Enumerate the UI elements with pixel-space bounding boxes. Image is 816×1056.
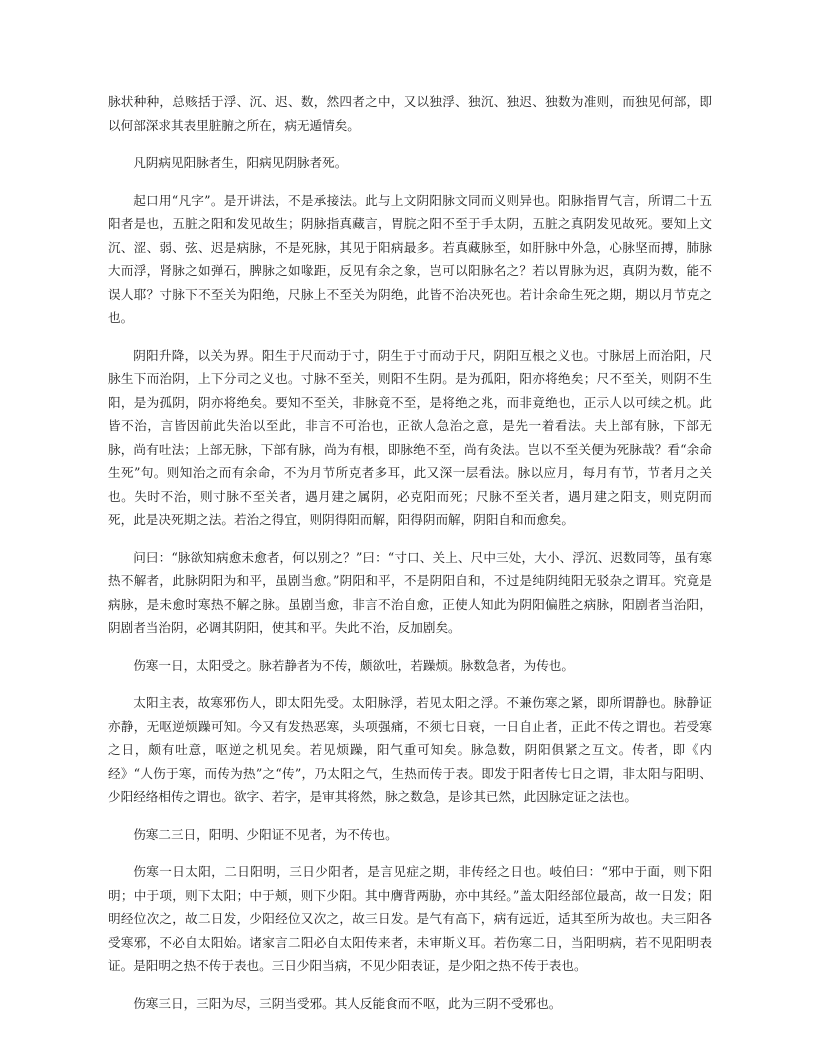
paragraph-1: 脉状种种，总赅括于浮、沉、迟、数，然四者之中，又以独浮、独沉、独迟、独数为准则，而独见何部，即以何部深求其表里脏腑之所在，病无遁情矣。 [108,94,712,133]
document-body [108,90,712,1029]
paragraph-10: 伤寒三日，三阳为尽，三阴当受邪。其人反能食而不呕，此为三阴不受邪也。 [133,995,562,1011]
paragraph-8: 伤寒二三日，阳明、少阳证不见者，为不传也。 [133,826,398,842]
paragraph-4: 阴阳升降，以关为界。阳生于尺而动于寸，阴生于寸而动于尺，阴阳互根之义也。寸脉居上而治阳，尺脉生下而治阴，上下分司之义也。寸脉不至关，则阳不生阴。是为孤阳，阳亦将绝矣；尺不至关，则阴不生阳，是为孤阴，阴亦将绝矣。要知不至关，非脉竟不至，是将绝之兆，而非竟绝也，正示人以可续之机。此皆不治，言皆因前此失治以至此，非言不可治也，正欲人急治之意，是先一着看法。夫上部有脉，下部无脉，尚有吐法；上部无脉，下部有脉，尚为有根，即脉绝不至，尚有灸法。岂以不至关便为死脉哉？看“余命生死”句。则知治之而有余命，不为月节所克者多耳，此又深一层看法。脉以应月，每月有节，节者月之关也。失时不治，则寸脉不至关者，遇月建之属阴，必克阳而死；尺脉不至关者，遇月建之阳支，则克阴而死，此是决死期之法。若治之得宜，则阴得阳而解，阳得阴而解，阴阳自和而愈矣。 [108,347,712,527]
paragraph-3: 起口用“凡字”。是开讲法，不是承接法。此与上文阴阳脉文同而义则异也。阳脉指胃气言，所谓二十五阳者是也，五脏之阳和发见故生；阴脉指真藏言，胃脘之阳不至于手太阴，五脏之真阴发见故死。要知上文沉、涩、弱、弦、迟是病脉，不是死脉，其见于阳病最多。若真藏脉至，如肝脉中外急，心脉坚而搏，肺脉大而浮，肾脉之如弹石，脾脉之如喙距，反见有余之象，岂可以阳脉名之？若以胃脉为迟，真阴为数，能不误人耶？寸脉下不至关为阳绝，尺脉上不至关为阴绝，此皆不治决死也。若计余命生死之期，期以月节克之也。 [108,192,712,325]
paragraph-7: 太阳主表，故寒邪伤人，即太阳先受。太阳脉浮，若见太阳之浮。不兼伤寒之紧，即所谓静也。脉静证亦静，无呕逆烦躁可知。今又有发热恶寒，头项强痛，不须七日衰，一日自止者，正此不传之谓也。若受寒之日，颇有吐意，呕逆之机见矣。若见烦躁，阳气重可知矣。脉急数，阴阳俱紧之互文。传者，即《内经》“人伤于寒，而传为热”之“传”，乃太阳之气，生热而传于表。即发于阳者传七日之谓，非太阳与阳明、少阳经络相传之谓也。欲字、若字，是审其将然，脉之数急，是诊其已然，此因脉定证之法也。 [108,695,712,804]
paragraph-2: 凡阴病见阳脉者生，阳病见阴脉者死。 [133,155,348,170]
paragraph-5: 问曰：“脉欲知病愈未愈者，何以别之？”曰：“寸口、关上、尺中三处，大小、浮沉、迟数同等，虽有寒热不解者，此脉阴阳为和平，虽剧当愈。”阴阳和平，不是阴阳自和，不过是纯阴纯阳无驳杂之谓耳。究竟是病脉，是未愈时寒热不解之脉。虽剧当愈，非言不治自愈，正使人知此为阴阳偏胜之病脉，阳剧者当治阳，阴剧者当治阴，必调其阴阳，使其和平。失此不治，反加剧矣。 [108,549,712,635]
paragraph-6: 伤寒一日，太阳受之。脉若静者为不传，颇欲吐，若躁烦。脉数急者，为传也。 [133,657,574,673]
paragraph-9: 伤寒一日太阳，二日阳明，三日少阳者，是言见症之期，非传经之日也。岐伯曰：“邪中于面，则下阳明；中于项，则下太阳；中于颊，则下少阳。其中膺背两胁，亦中其经。”盖太阳经部位最高，故一日发；阳明经位次之，故二日发，少阳经位又次之，故三日发。是气有高下，病有远近，适其至所为故也。夫三阳各受寒邪，不必自太阳始。诸家言二阳必自太阳传来者，未审斯义耳。若伤寒二日，当阳明病，若不见阳明表证。是阳明之热不传于表也。三日少阳当病，不见少阳表证，是少阳之热不传于表也。 [108,864,712,973]
